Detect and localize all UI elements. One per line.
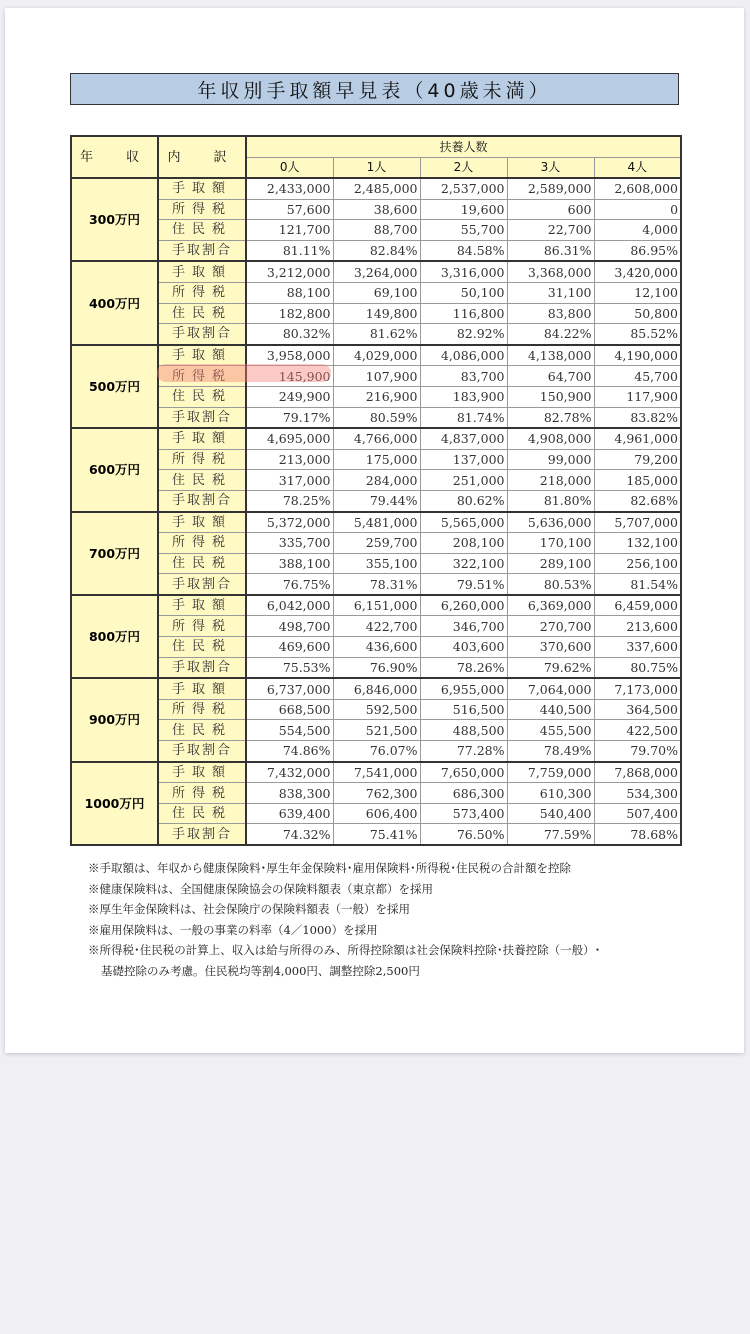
value-cell: 2,485,000 [333, 178, 420, 199]
row-label: 手取割合 [158, 657, 246, 678]
value-cell: 208,100 [420, 533, 507, 554]
value-cell: 76.90% [333, 657, 420, 678]
value-cell: 6,151,000 [333, 595, 420, 616]
table-row [71, 386, 681, 407]
value-cell: 80.53% [507, 574, 594, 595]
value-cell: 2,589,000 [507, 178, 594, 199]
table-row [71, 428, 681, 449]
value-cell: 86.31% [507, 240, 594, 261]
value-cell: 81.74% [420, 407, 507, 428]
value-cell: 83,700 [420, 366, 507, 387]
value-cell: 6,459,000 [594, 595, 681, 616]
column-header: 1人 [333, 158, 420, 179]
value-cell: 69,100 [333, 282, 420, 303]
value-cell: 554,500 [246, 720, 333, 741]
row-label: 所得税 [158, 282, 246, 303]
row-label: 手取割合 [158, 324, 246, 345]
table-row [71, 637, 681, 658]
value-cell: 4,908,000 [507, 428, 594, 449]
value-cell: 81.62% [333, 324, 420, 345]
table-row [71, 616, 681, 637]
value-cell: 81.54% [594, 574, 681, 595]
value-cell: 64,700 [507, 366, 594, 387]
row-label: 手取割合 [158, 407, 246, 428]
value-cell: 84.58% [420, 240, 507, 261]
row-label: 手取額 [158, 178, 246, 199]
value-cell: 4,000 [594, 220, 681, 241]
row-label: 住民税 [158, 386, 246, 407]
table-row [71, 407, 681, 428]
table-row [71, 783, 681, 804]
footnote: ※雇用保険料は、一般の事業の料率（4／1000）を採用 [88, 922, 378, 937]
row-label: 手取額 [158, 512, 246, 533]
value-cell: 5,707,000 [594, 512, 681, 533]
table-row [71, 678, 681, 699]
row-label: 所得税 [158, 616, 246, 637]
table-row [71, 574, 681, 595]
table-row [71, 345, 681, 366]
value-cell: 5,481,000 [333, 512, 420, 533]
value-cell: 4,086,000 [420, 345, 507, 366]
value-cell: 4,029,000 [333, 345, 420, 366]
value-cell: 516,500 [420, 699, 507, 720]
page-title: 年収別手取額早見表（40歳未満） [70, 73, 679, 105]
value-cell: 116,800 [420, 303, 507, 324]
value-cell: 600 [507, 199, 594, 220]
value-cell: 77.28% [420, 741, 507, 762]
value-cell: 2,608,000 [594, 178, 681, 199]
value-cell: 4,766,000 [333, 428, 420, 449]
takehome-table [70, 135, 682, 846]
value-cell: 7,432,000 [246, 762, 333, 783]
value-cell: 79.51% [420, 574, 507, 595]
table-row [71, 199, 681, 220]
value-cell: 117,900 [594, 386, 681, 407]
value-cell: 521,500 [333, 720, 420, 741]
table-row [71, 490, 681, 511]
row-label: 手取額 [158, 595, 246, 616]
value-cell: 762,300 [333, 783, 420, 804]
value-cell: 488,500 [420, 720, 507, 741]
value-cell: 256,100 [594, 553, 681, 574]
value-cell: 84.22% [507, 324, 594, 345]
table-row [71, 449, 681, 470]
value-cell: 498,700 [246, 616, 333, 637]
value-cell: 370,600 [507, 637, 594, 658]
row-label: 手取額 [158, 762, 246, 783]
income-label: 900万円 [71, 678, 158, 761]
value-cell: 403,600 [420, 637, 507, 658]
table-row [71, 741, 681, 762]
value-cell: 74.32% [246, 824, 333, 845]
value-cell: 132,100 [594, 533, 681, 554]
value-cell: 5,565,000 [420, 512, 507, 533]
value-cell: 7,541,000 [333, 762, 420, 783]
footnotes [88, 858, 688, 981]
row-label: 所得税 [158, 783, 246, 804]
value-cell: 6,042,000 [246, 595, 333, 616]
value-cell: 213,000 [246, 449, 333, 470]
table-row [71, 303, 681, 324]
value-cell: 78.49% [507, 741, 594, 762]
row-label: 手取割合 [158, 741, 246, 762]
value-cell: 6,955,000 [420, 678, 507, 699]
table-row [71, 240, 681, 261]
row-label: 所得税 [158, 449, 246, 470]
value-cell: 22,700 [507, 220, 594, 241]
value-cell: 4,695,000 [246, 428, 333, 449]
value-cell: 31,100 [507, 282, 594, 303]
row-label: 手取額 [158, 261, 246, 282]
value-cell: 76.50% [420, 824, 507, 845]
value-cell: 80.62% [420, 490, 507, 511]
value-cell: 175,000 [333, 449, 420, 470]
value-cell: 7,868,000 [594, 762, 681, 783]
row-label: 手取額 [158, 678, 246, 699]
row-label: 手取割合 [158, 490, 246, 511]
value-cell: 317,000 [246, 470, 333, 491]
row-label: 住民税 [158, 303, 246, 324]
value-cell: 80.75% [594, 657, 681, 678]
value-cell: 2,537,000 [420, 178, 507, 199]
value-cell: 19,600 [420, 199, 507, 220]
value-cell: 455,500 [507, 720, 594, 741]
column-header: 4人 [594, 158, 681, 179]
value-cell: 4,961,000 [594, 428, 681, 449]
value-cell: 145,900 [246, 366, 333, 387]
row-label: 所得税 [158, 699, 246, 720]
value-cell: 107,900 [333, 366, 420, 387]
value-cell: 335,700 [246, 533, 333, 554]
value-cell: 79.70% [594, 741, 681, 762]
income-label: 300万円 [71, 178, 158, 261]
row-label: 住民税 [158, 720, 246, 741]
value-cell: 78.68% [594, 824, 681, 845]
footnote: ※所得税･住民税の計算上、収入は給与所得のみ、所得控除額は社会保険料控除･扶養控除（一般）･ [88, 943, 601, 957]
value-cell: 6,846,000 [333, 678, 420, 699]
value-cell: 77.59% [507, 824, 594, 845]
value-cell: 82.92% [420, 324, 507, 345]
header-dependents: 扶養人数 [246, 136, 681, 158]
value-cell: 5,636,000 [507, 512, 594, 533]
column-header: 3人 [507, 158, 594, 179]
value-cell: 82.68% [594, 490, 681, 511]
value-cell: 6,260,000 [420, 595, 507, 616]
footnote-continuation: 基礎控除のみ考慮。住民税均等割4,000円、調整控除2,500円 [101, 963, 420, 978]
value-cell: 80.59% [333, 407, 420, 428]
column-header: 2人 [420, 158, 507, 179]
value-cell: 507,400 [594, 803, 681, 824]
value-cell: 170,100 [507, 533, 594, 554]
value-cell: 38,600 [333, 199, 420, 220]
value-cell: 82.84% [333, 240, 420, 261]
value-cell: 83,800 [507, 303, 594, 324]
value-cell: 838,300 [246, 783, 333, 804]
row-label: 手取額 [158, 428, 246, 449]
value-cell: 7,064,000 [507, 678, 594, 699]
value-cell: 4,837,000 [420, 428, 507, 449]
value-cell: 79.17% [246, 407, 333, 428]
row-label: 所得税 [158, 366, 246, 387]
value-cell: 3,316,000 [420, 261, 507, 282]
value-cell: 3,958,000 [246, 345, 333, 366]
row-label: 手取割合 [158, 240, 246, 261]
value-cell: 88,100 [246, 282, 333, 303]
value-cell: 50,800 [594, 303, 681, 324]
value-cell: 606,400 [333, 803, 420, 824]
value-cell: 3,368,000 [507, 261, 594, 282]
value-cell: 592,500 [333, 699, 420, 720]
value-cell: 7,173,000 [594, 678, 681, 699]
table-row [71, 470, 681, 491]
value-cell: 76.07% [333, 741, 420, 762]
table-row [71, 595, 681, 616]
table-row [71, 553, 681, 574]
table-row [71, 512, 681, 533]
value-cell: 4,138,000 [507, 345, 594, 366]
value-cell: 573,400 [420, 803, 507, 824]
value-cell: 610,300 [507, 783, 594, 804]
value-cell: 149,800 [333, 303, 420, 324]
row-label: 手取額 [158, 345, 246, 366]
value-cell: 78.25% [246, 490, 333, 511]
value-cell: 78.26% [420, 657, 507, 678]
value-cell: 686,300 [420, 783, 507, 804]
value-cell: 364,500 [594, 699, 681, 720]
value-cell: 182,800 [246, 303, 333, 324]
value-cell: 79.44% [333, 490, 420, 511]
value-cell: 0 [594, 199, 681, 220]
value-cell: 85.52% [594, 324, 681, 345]
value-cell: 259,700 [333, 533, 420, 554]
value-cell: 2,433,000 [246, 178, 333, 199]
value-cell: 55,700 [420, 220, 507, 241]
table-row [71, 324, 681, 345]
row-label: 手取割合 [158, 574, 246, 595]
value-cell: 86.95% [594, 240, 681, 261]
row-label: 住民税 [158, 637, 246, 658]
value-cell: 213,600 [594, 616, 681, 637]
value-cell: 76.75% [246, 574, 333, 595]
value-cell: 218,000 [507, 470, 594, 491]
value-cell: 639,400 [246, 803, 333, 824]
value-cell: 82.78% [507, 407, 594, 428]
value-cell: 50,100 [420, 282, 507, 303]
value-cell: 249,900 [246, 386, 333, 407]
value-cell: 355,100 [333, 553, 420, 574]
table-row [71, 657, 681, 678]
value-cell: 150,900 [507, 386, 594, 407]
income-label: 800万円 [71, 595, 158, 678]
row-label: 所得税 [158, 533, 246, 554]
value-cell: 75.53% [246, 657, 333, 678]
value-cell: 6,369,000 [507, 595, 594, 616]
value-cell: 337,600 [594, 637, 681, 658]
table-row [71, 282, 681, 303]
table-row [71, 720, 681, 741]
income-label: 600万円 [71, 428, 158, 511]
value-cell: 7,759,000 [507, 762, 594, 783]
value-cell: 322,100 [420, 553, 507, 574]
value-cell: 6,737,000 [246, 678, 333, 699]
value-cell: 185,000 [594, 470, 681, 491]
value-cell: 121,700 [246, 220, 333, 241]
row-label: 住民税 [158, 803, 246, 824]
value-cell: 80.32% [246, 324, 333, 345]
footnote: ※手取額は、年収から健康保険料･厚生年金保険料･雇用保険料･所得税･住民税の合計額を控除 [88, 861, 571, 875]
value-cell: 79.62% [507, 657, 594, 678]
value-cell: 5,372,000 [246, 512, 333, 533]
value-cell: 422,700 [333, 616, 420, 637]
value-cell: 540,400 [507, 803, 594, 824]
value-cell: 88,700 [333, 220, 420, 241]
value-cell: 81.80% [507, 490, 594, 511]
value-cell: 183,900 [420, 386, 507, 407]
value-cell: 3,264,000 [333, 261, 420, 282]
table-row [71, 366, 681, 387]
value-cell: 216,900 [333, 386, 420, 407]
header-income: 年 収 [71, 136, 158, 178]
value-cell: 436,600 [333, 637, 420, 658]
value-cell: 346,700 [420, 616, 507, 637]
header-breakdown: 内 訳 [158, 136, 246, 178]
value-cell: 79,200 [594, 449, 681, 470]
value-cell: 440,500 [507, 699, 594, 720]
value-cell: 534,300 [594, 783, 681, 804]
value-cell: 57,600 [246, 199, 333, 220]
table-row [71, 762, 681, 783]
row-label: 所得税 [158, 199, 246, 220]
table-row [71, 803, 681, 824]
value-cell: 270,700 [507, 616, 594, 637]
value-cell: 137,000 [420, 449, 507, 470]
table-row [71, 178, 681, 199]
value-cell: 81.11% [246, 240, 333, 261]
table-row [71, 699, 681, 720]
income-label: 1000万円 [71, 762, 158, 845]
value-cell: 251,000 [420, 470, 507, 491]
row-label: 住民税 [158, 220, 246, 241]
value-cell: 388,100 [246, 553, 333, 574]
footnote: ※厚生年金保険料は、社会保険庁の保険料額表（一般）を採用 [88, 902, 410, 916]
value-cell: 7,650,000 [420, 762, 507, 783]
footnote: ※健康保険料は、全国健康保険協会の保険料額表（東京都）を採用 [88, 881, 433, 896]
value-cell: 4,190,000 [594, 345, 681, 366]
income-label: 700万円 [71, 512, 158, 595]
value-cell: 74.86% [246, 741, 333, 762]
row-label: 住民税 [158, 553, 246, 574]
column-header: 0人 [246, 158, 333, 179]
value-cell: 289,100 [507, 553, 594, 574]
value-cell: 3,420,000 [594, 261, 681, 282]
value-cell: 469,600 [246, 637, 333, 658]
value-cell: 422,500 [594, 720, 681, 741]
value-cell: 284,000 [333, 470, 420, 491]
table-row [71, 533, 681, 554]
income-label: 500万円 [71, 345, 158, 428]
value-cell: 45,700 [594, 366, 681, 387]
value-cell: 78.31% [333, 574, 420, 595]
row-label: 手取割合 [158, 824, 246, 845]
table-row [71, 220, 681, 241]
row-label: 住民税 [158, 470, 246, 491]
value-cell: 668,500 [246, 699, 333, 720]
table-row [71, 824, 681, 845]
value-cell: 12,100 [594, 282, 681, 303]
value-cell: 75.41% [333, 824, 420, 845]
table-row [71, 261, 681, 282]
value-cell: 99,000 [507, 449, 594, 470]
value-cell: 3,212,000 [246, 261, 333, 282]
value-cell: 83.82% [594, 407, 681, 428]
income-label: 400万円 [71, 261, 158, 344]
